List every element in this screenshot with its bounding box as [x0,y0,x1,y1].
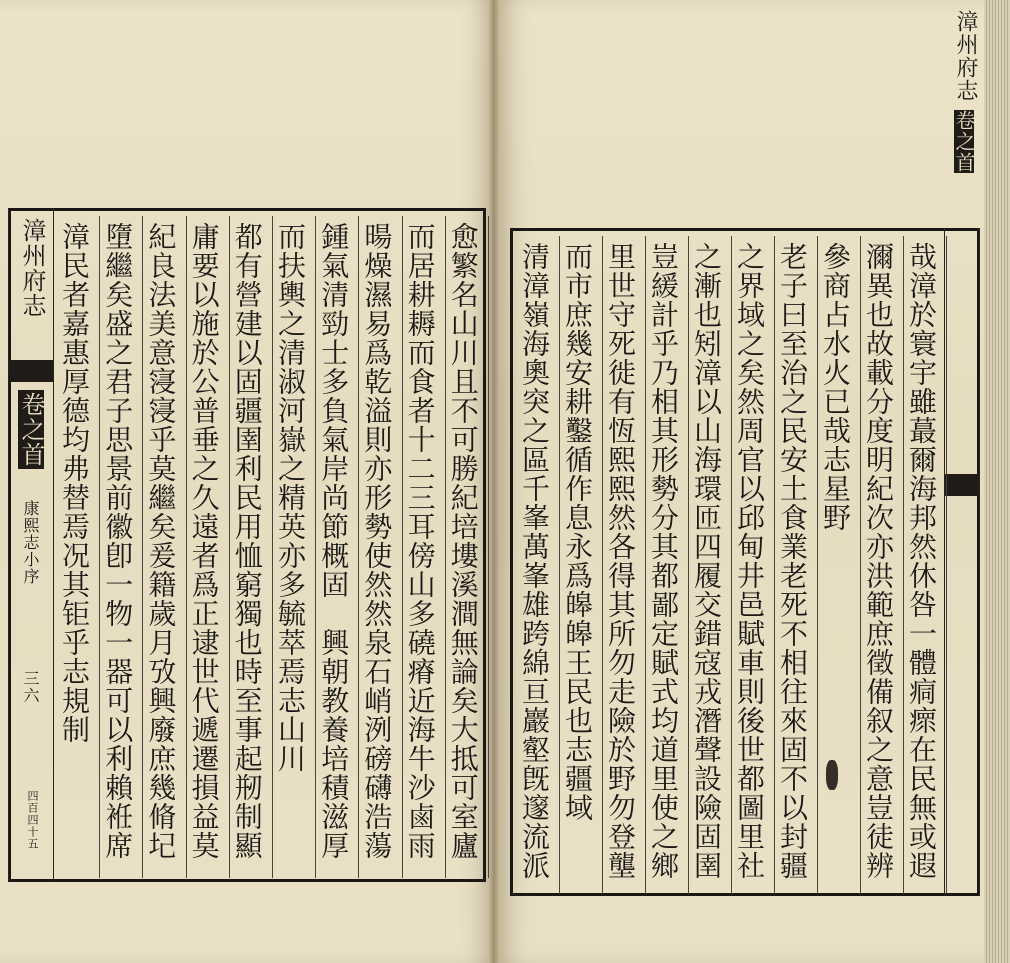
right-column-rule [602,236,603,894]
right-column-rule [731,236,732,894]
right-column-rule [645,236,646,894]
right-column-6: 之界域之矣然周官以邱甸井邑賦車則後世都圖里社 [733,242,766,880]
left-column-rule [402,216,403,878]
left-book-title: 漳州府志 [18,218,46,318]
right-column-10: 哉漳於寰宇雖蕞爾海邦然休咎一體痌瘝在民無或遐 [905,242,938,880]
fish-tail-mark [9,360,53,382]
left-column-4: 庸要以施於公普垂之久遠者爲正逮世代遞遷損益莫 [187,222,221,860]
left-volume-label: 卷之首 [17,392,45,467]
left-column-rule [488,216,489,878]
left-column-rule [272,216,273,878]
right-column-2: 而市庶幾安耕鑿循作息永爲皞皞王民也志疆域 [561,242,594,822]
right-column-rule [860,236,861,894]
right-column-5: 之漸也矧漳以山海環匝四履交錯寇戎潛聲設險固圉 [690,242,723,880]
ink-blot [826,760,838,790]
right-column-rule [946,236,947,894]
page-edges [984,0,1010,963]
book-gutter [488,0,500,963]
right-column-1: 清漳嶺海奧突之區千峯萬峯雄跨綿亘巖壑旣邃流派 [518,242,551,880]
left-column-2: 墮繼矣盛之君子思景前徽卽一物一器可以利賴袵席 [101,222,135,860]
right-column-rule [817,236,818,894]
left-column-6: 而扶輿之清淑河嶽之精英亦多毓萃焉志山川 [274,222,307,773]
right-column-rule [903,236,904,894]
right-column-9: 濔異也故載分度明紀次亦洪範庶徵備叙之意豈徒辨 [862,242,895,880]
left-column-10: 愈繁名山川且不可勝紀培塿溪澗無論矣大抵可室廬 [446,222,480,860]
right-volume-label: 卷之首 [952,110,976,173]
left-column-rule [358,216,359,878]
right-column-3: 里世守死徙有恆熙熙然各得其所勿走險於野勿登壟 [604,242,637,880]
left-column-rule [99,216,100,878]
left-folio-number: 三六 [21,670,40,704]
right-book-title: 漳州府志 [953,10,978,102]
right-column-rule [774,236,775,894]
right-column-4: 豈緩計乎乃相其形勢分其都鄙定賦式均道里使之鄉 [647,242,680,880]
left-column-9: 而居耕耨而食者十二三耳傍山多磽瘠近海牛沙鹵雨 [403,222,437,860]
left-column-rule [186,216,187,878]
left-section-label: 康熙志小序 [21,500,40,585]
left-column-7: 鍾氣清勁士多負氣岸尚節概固 興朝教養培積滋厚 [317,222,351,860]
left-column-1: 漳民者嘉惠厚德均弗替焉况其钜乎志規制 [58,222,91,744]
right-banner-column [944,228,980,896]
right-column-8: 參商占水火已哉志星野 [819,242,852,532]
left-column-3: 紀良法美意寖寖乎莫繼矣爰籍歲月攷興廢庶幾脩圮 [144,222,178,860]
right-column-rule [559,236,560,894]
left-column-rule [229,216,230,878]
fish-tail-mark-right [945,474,979,496]
left-column-rule [445,216,446,878]
left-column-rule [315,216,316,878]
right-column-7: 老子曰至治之民安土食業老死不相往來固不以封疆 [776,242,809,880]
left-column-8: 暘燥濕易爲乾溢則亦形勢使然然泉石峭洌磅礴浩蕩 [360,222,394,860]
left-column-rule [142,216,143,878]
left-column-5: 都有營建以固疆圉利民用恤窮獨也時至事起剏制顯 [230,222,264,860]
right-column-rule [688,236,689,894]
left-page-number: 四百四十五 [26,790,39,850]
